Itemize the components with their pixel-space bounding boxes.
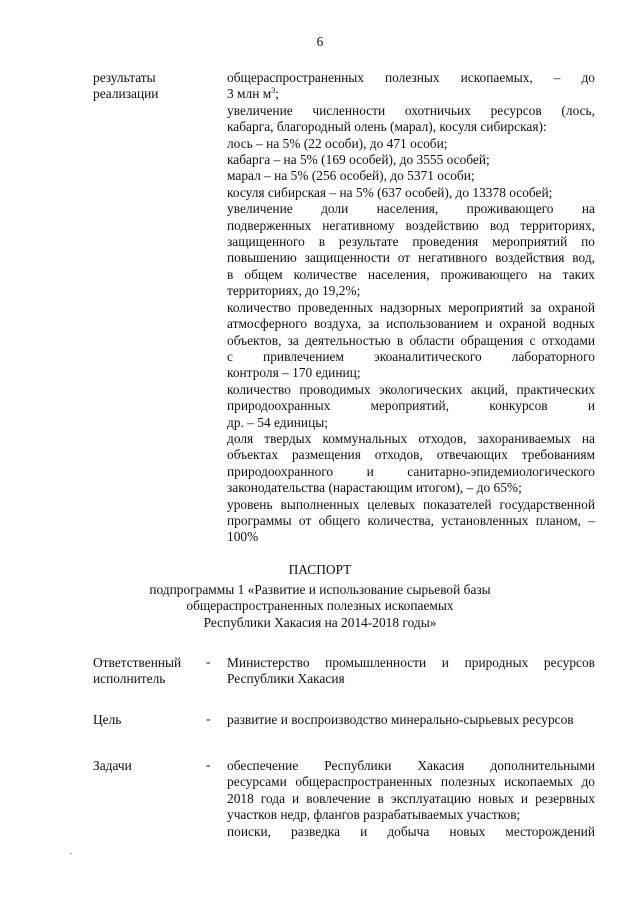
results-line: повышению защищенности от негативного воздействия вод, [227,250,595,266]
results-line: 100% [227,529,259,545]
results-unit-suffix: ; [275,86,279,102]
results-line: увеличение численности охотничьих ресурсов (лось, [227,102,595,118]
results-line-unit [227,86,595,102]
results-unit-text: 3 млн м [227,86,272,102]
tasks-value [227,758,595,840]
tasks-line: поиски, разведка и добыча новых месторождений [227,823,595,839]
results-line: общераспространенных полезных ископаемых, – до [227,70,595,85]
results-text [227,70,595,546]
results-line: уровень выполненных целевых показателей государственной [227,496,595,512]
goal-value-line: развитие и воспроизводство минерально-сырьевых ресурсов [227,712,574,727]
results-label-line-1: результаты [93,70,156,85]
goal-value [227,712,595,728]
tasks-line: ресурсами общераспространенных полезных ископаемых до [227,774,595,790]
passport-subtitle-line: общераспространенных полезных ископаемых [186,598,454,614]
tasks-line: обеспечение Республики Хакасия дополнительными [227,758,595,773]
tasks-label: Задачи [93,758,132,773]
responsible-dash: - [206,654,211,669]
passport-subtitle-line: Республики Хакасия на 2014-2018 годы» [203,614,437,630]
page-number: 6 [316,34,324,49]
results-label [93,70,158,103]
goal-label: Цель [93,712,122,727]
responsible-value-line-1: Министерство промышленности и природных ресурсов [227,655,595,670]
passport-header [0,562,640,631]
results-line: доля твердых коммунальных отходов, захораниваемых на [227,430,595,446]
results-line: кабарга, благородный олень (марал), косуля сибирская): [227,119,547,135]
responsible-value [227,655,595,688]
passport-title: ПАСПОРТ [288,562,352,577]
results-line: косуля сибирская – на 5% (637 особей), до 13378 особей; [227,184,553,200]
results-line: лось – на 5% (22 особи), до 471 особи; [227,135,448,151]
results-label-line-2: реализации [93,86,159,102]
tasks-dash: - [206,757,211,772]
responsible-label-line-2: исполнитель [93,671,166,687]
goal-dash: - [206,711,211,726]
results-line: марал – на 5% (256 особей), до 5371 особи; [227,168,475,184]
results-line: территориях, до 19,2%; [227,283,361,299]
results-line: природоохранного и санитарно-эпидемиологического [227,463,595,479]
results-line: защищенного в результате проведения мероприятий по [227,234,595,250]
results-line: с привлечением экоаналитического лабораторного [227,348,595,364]
results-line: в общем количестве населения, проживающего на таких [227,266,595,282]
results-line: контроля – 170 единиц; [227,365,361,381]
results-line: подверженных негативному воздействию вод территориях, [227,217,595,233]
results-line: кабарга – на 5% (169 особей), до 3555 особей; [227,152,490,168]
results-line: объектов, за деятельностью в области обращения с отходами [227,332,595,348]
responsible-label-line-1: Ответственный [93,655,182,670]
responsible-label [93,655,181,688]
results-unit-superscript: 3 [271,86,276,96]
results-line: объектах размещения отходов, отвечающих требованиям [227,447,595,463]
results-line: программы от общего количества, установленных планом, – [227,512,595,528]
responsible-value-line-2: Республики Хакасия [227,671,345,687]
results-line: количество проводимых экологических акций, практических [227,381,595,397]
results-line: атмосферного воздуха, за использованием и охраной водных [227,316,595,332]
results-line: увеличение доли населения, проживающего на [227,201,595,217]
tasks-line: 2018 года и вовлечение в эксплуатацию новых и резервных [227,790,595,806]
scan-speck [70,853,72,854]
results-line: законодательства (нарастающим итогом), – до 65%; [227,480,522,496]
results-line: количество проведенных надзорных мероприятий за охраной [227,299,595,315]
results-line: природоохранных мероприятий, конкурсов и [227,398,595,414]
tasks-line: участков недр, флангов разрабатываемых участков; [227,807,521,823]
results-line: др. – 54 единицы; [227,414,328,430]
passport-subtitle-line: подпрограммы 1 «Развитие и использование сырьевой базы [149,582,491,598]
